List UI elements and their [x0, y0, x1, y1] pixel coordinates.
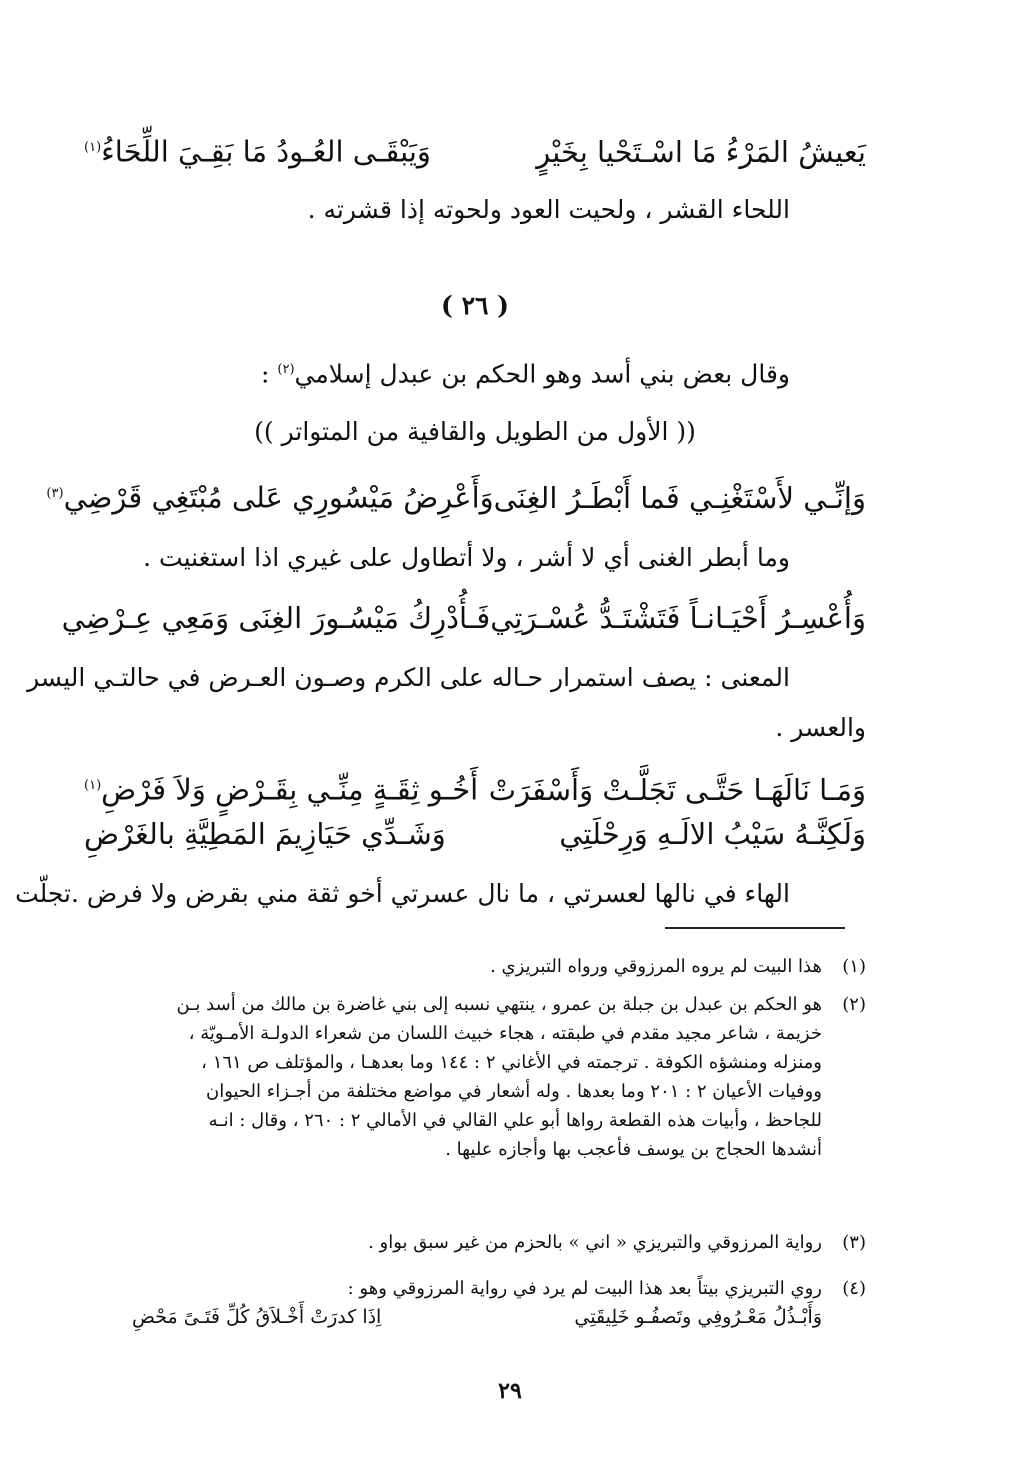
verse-1-first-hemistich: وَإنِّـي لأَسْتَغْنِـي فَما أَبْطَـرُ الغِنَى	[493, 480, 866, 515]
verse-1-second-hemistich	[46, 474, 493, 518]
footnote-number: (١)	[842, 956, 866, 977]
footnote-2	[84, 990, 866, 1164]
meter-note: (( الأول من الطويل والقافية من المتواتر ))	[254, 417, 696, 446]
footnote-verse	[132, 1303, 822, 1332]
footnote-line: رواية المرزوقي والتبريزي « اني » بالحزم من غير سبق بواو .	[368, 1232, 822, 1253]
verse-1-second-text: وَأَعْرِضُ مَيْسُورِي عَلى مُبْتَغِي قَرْضِي	[63, 480, 494, 515]
verse-top	[84, 128, 866, 172]
poem-intro-colon: :	[261, 359, 278, 389]
footnote-line: هذا البيت لم يروه المرزوقي ورواه التبريزي .	[490, 956, 822, 977]
footnote-line: أنشدها الحجاج بن يوسف فأعجب بها وأجازه عليها .	[445, 1139, 822, 1160]
footnote-number: (٣)	[842, 1232, 866, 1253]
verse-1	[46, 474, 866, 518]
footnote-verse-first-hemistich: وَأَبْـذُلُ مَعْـرُوفِي وتَصفُـو خَلِيقَتِي	[574, 1306, 822, 1328]
footnote-ref: (١)	[84, 140, 102, 155]
verse-3-second-hemistich	[84, 766, 478, 810]
poem-intro-text: وقال بعض بني أسد وهو الحكم بن عبدل إسلامي	[294, 359, 790, 389]
verse-top-first-hemistich: يَعيشُ المَرْءُ مَا اسْـتَحْيا بِخَيْرٍ	[536, 134, 866, 169]
footnote-line: خزيمة ، شاعر مجيد مقدم في طبقته ، هجاء خبيث اللسان من شعراء الدولـة الأمـويّة ،	[188, 1023, 822, 1044]
verse-3	[84, 766, 866, 810]
gloss-top: اللحاء القشر ، ولحيت العود ولحوته إذا قشرته .	[307, 195, 790, 224]
verse-top-second-hemistich	[84, 128, 431, 172]
gloss-1: وما أبطر الغنى أي لا أشر ، ولا أتطاول على غيري اذا استغنيت .	[143, 543, 790, 572]
verse-3-second-text: أَخُـو ثِقَـةٍ مِنِّـي بِقَـرْضٍ وَلاَ فَرْضِ	[101, 772, 479, 807]
footnote-number: (٤)	[842, 1278, 866, 1299]
footnote-verse-second-hemistich: اِذَا كدرَتْ أَخْـلاَقُ كُلِّ فَتَـىً مَحْضِ	[132, 1306, 382, 1328]
gloss-2: الهاء في نالها لعسرتي ، ما نال عسرتي أخو ثقة مني بقرض ولا فرض .تجلّت	[15, 879, 790, 908]
verse-4-first-hemistich: وَلَكِنَّـهُ سَيْبُ الالَـهِ وَرِحْلَتِي	[559, 817, 866, 851]
verse-4-second-hemistich: وَشَـدِّي حَيَازِيمَ المَطِيَّةِ بالغَرْضِ	[84, 817, 446, 851]
footnote-ref: (١)	[84, 778, 102, 793]
verse-3-first-hemistich: وَمَـا نَالَهَـا حَتَّـى تَجَلَّـتْ وَأَسْفَرَتْ	[488, 772, 866, 807]
poem-intro	[261, 352, 790, 392]
footnote-1	[84, 952, 866, 981]
footnote-line: روي التبريزي بيتاً بعد هذا البيت لم يرد في رواية المرزوقي وهو :	[347, 1278, 822, 1299]
footnote-separator	[665, 927, 845, 929]
footnote-line: ومنزله ومنشؤه الكوفة . ترجمته في الأغاني ٢ : ١٤٤ وما بعدهـا ، والمؤتلف ص ١٦١ ،	[201, 1052, 822, 1073]
footnote-3	[84, 1228, 866, 1257]
meaning-line-2: والعسر .	[775, 713, 866, 742]
section-number: ( ٢٦ )	[441, 291, 509, 320]
verse-top-second-text: وَيَبْقَـى العُـودُ مَا بَقِـيَ اللِّحَاءُ	[101, 134, 431, 169]
footnote-line: للجاحظ ، وأبيات هذه القطعة رواها أبو علي القالي في الأمالي ٢ : ٢٦٠ ، وقال : انـه	[208, 1110, 822, 1131]
verse-4	[84, 814, 866, 854]
meaning-line-1: المعنى : يصف استمرار حـاله على الكرم وصـون العـرض في حالتـي اليسر	[27, 663, 790, 692]
verse-2-second-hemistich: فَـأُدْرِكُ مَيْسُـورَ الغِنَى وَمَعِي عِـرْضِي	[61, 601, 491, 635]
footnote-number: (٢)	[842, 994, 866, 1015]
verse-2-first-hemistich: وَأُعْسِـرُ أَحْيَـانـاً فَتَشْتَـدُّ عُسْـرَتِي	[490, 601, 866, 635]
footnote-line: هو الحكم بن عبدل بن جبلة بن عمرو ، ينتهي نسبه إلى بني غاضرة بن مالك من أسد بـن	[176, 994, 822, 1015]
footnote-ref: (٣)	[46, 486, 64, 501]
footnote-4	[84, 1274, 866, 1332]
footnote-line: ووفيات الأعيان ٢ : ٢٠١ وما بعدها . وله أشعار في مواضع مختلفة من أجـزاء الحيوان	[205, 1081, 822, 1102]
page-number: ٢٩	[498, 1378, 522, 1404]
verse-2	[61, 598, 866, 638]
footnote-ref: (٢)	[277, 362, 295, 377]
